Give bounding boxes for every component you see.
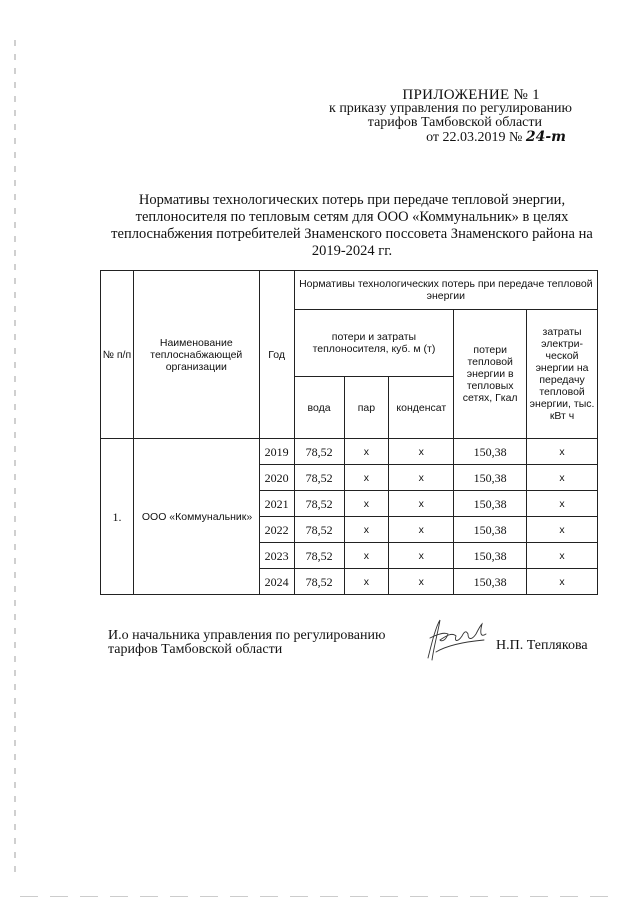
- cell-year: 2022: [259, 517, 294, 543]
- appendix-agency-line: тарифов Тамбовской области: [367, 115, 542, 130]
- norms-table: [100, 270, 598, 595]
- cell-steam: х: [344, 569, 389, 595]
- header-condensate: конденсат: [389, 377, 454, 439]
- cell-steam: х: [344, 465, 389, 491]
- cell-water: 78,52: [294, 517, 344, 543]
- row-number: 1.: [101, 439, 134, 595]
- cell-electric: х: [527, 439, 598, 465]
- cell-electric: х: [527, 491, 598, 517]
- cell-steam: х: [344, 439, 389, 465]
- cell-heat-losses: 150,38: [454, 543, 527, 569]
- cell-steam: х: [344, 517, 389, 543]
- cell-condensate: х: [389, 491, 454, 517]
- cell-condensate: х: [389, 465, 454, 491]
- cell-heat-losses: 150,38: [454, 569, 527, 595]
- cell-electric: х: [527, 543, 598, 569]
- scan-edge-artifact: [14, 40, 16, 880]
- cell-water: 78,52: [294, 491, 344, 517]
- position-line-1: И.о начальника управления по регулированию: [108, 628, 386, 643]
- cell-water: 78,52: [294, 543, 344, 569]
- header-year: Год: [259, 271, 294, 439]
- cell-heat-losses: 150,38: [454, 491, 527, 517]
- appendix-title: ПРИЛОЖЕНИЕ № 1: [402, 87, 540, 103]
- cell-condensate: х: [389, 517, 454, 543]
- header-num: № п/п: [101, 271, 134, 439]
- header-electric-costs: затраты электри-ческой энергии на передачу тепловой энергии, тыс. кВт ч: [527, 310, 598, 439]
- organization-name: ООО «Коммунальник»: [133, 439, 259, 595]
- cell-year: 2019: [259, 439, 294, 465]
- header-coolant-losses: потери и затраты теплоносителя, куб. м (т): [294, 310, 454, 377]
- cell-steam: х: [344, 543, 389, 569]
- header-water: вода: [294, 377, 344, 439]
- signatory-position: [108, 629, 385, 657]
- cell-steam: х: [344, 491, 389, 517]
- cell-year: 2021: [259, 491, 294, 517]
- cell-electric: х: [527, 517, 598, 543]
- appendix-header: [329, 88, 576, 145]
- header-norms-group: Нормативы технологических потерь при передаче тепловой энергии: [294, 271, 597, 310]
- document-title: Нормативы технологических потерь при передаче тепловой энергии, теплоносителя по тепловым сетям для ООО «Коммунальник» в целях теплоснабжения потребителей Знаменского поссовета Знаменского района на 2019-2024 гг.: [111, 192, 593, 259]
- cell-condensate: х: [389, 569, 454, 595]
- cell-year: 2020: [259, 465, 294, 491]
- header-organization: Наименование теплоснабжающей организации: [133, 271, 259, 439]
- cell-heat-losses: 150,38: [454, 517, 527, 543]
- cell-heat-losses: 150,38: [454, 439, 527, 465]
- cell-condensate: х: [389, 543, 454, 569]
- header-steam: пар: [344, 377, 389, 439]
- appendix-order-line: к приказу управления по регулированию: [329, 101, 572, 116]
- position-line-2: тарифов Тамбовской области: [108, 642, 283, 657]
- cell-water: 78,52: [294, 569, 344, 595]
- cell-water: 78,52: [294, 465, 344, 491]
- handwritten-signature: [422, 612, 494, 666]
- cell-water: 78,52: [294, 439, 344, 465]
- cell-electric: х: [527, 569, 598, 595]
- table-row: [101, 439, 598, 465]
- cell-year: 2024: [259, 569, 294, 595]
- cell-electric: х: [527, 465, 598, 491]
- signer-name: Н.П. Теплякова: [496, 638, 588, 653]
- scan-bottom-artifact: [20, 896, 620, 897]
- cell-condensate: х: [389, 439, 454, 465]
- appendix-date-line: [329, 130, 566, 145]
- cell-heat-losses: 150,38: [454, 465, 527, 491]
- appendix-date: от 22.03.2019 №: [426, 130, 526, 145]
- order-number: 24-т: [525, 129, 566, 145]
- header-heat-losses: потери тепловой энергии в тепловых сетях, Гкал: [454, 310, 527, 439]
- cell-year: 2023: [259, 543, 294, 569]
